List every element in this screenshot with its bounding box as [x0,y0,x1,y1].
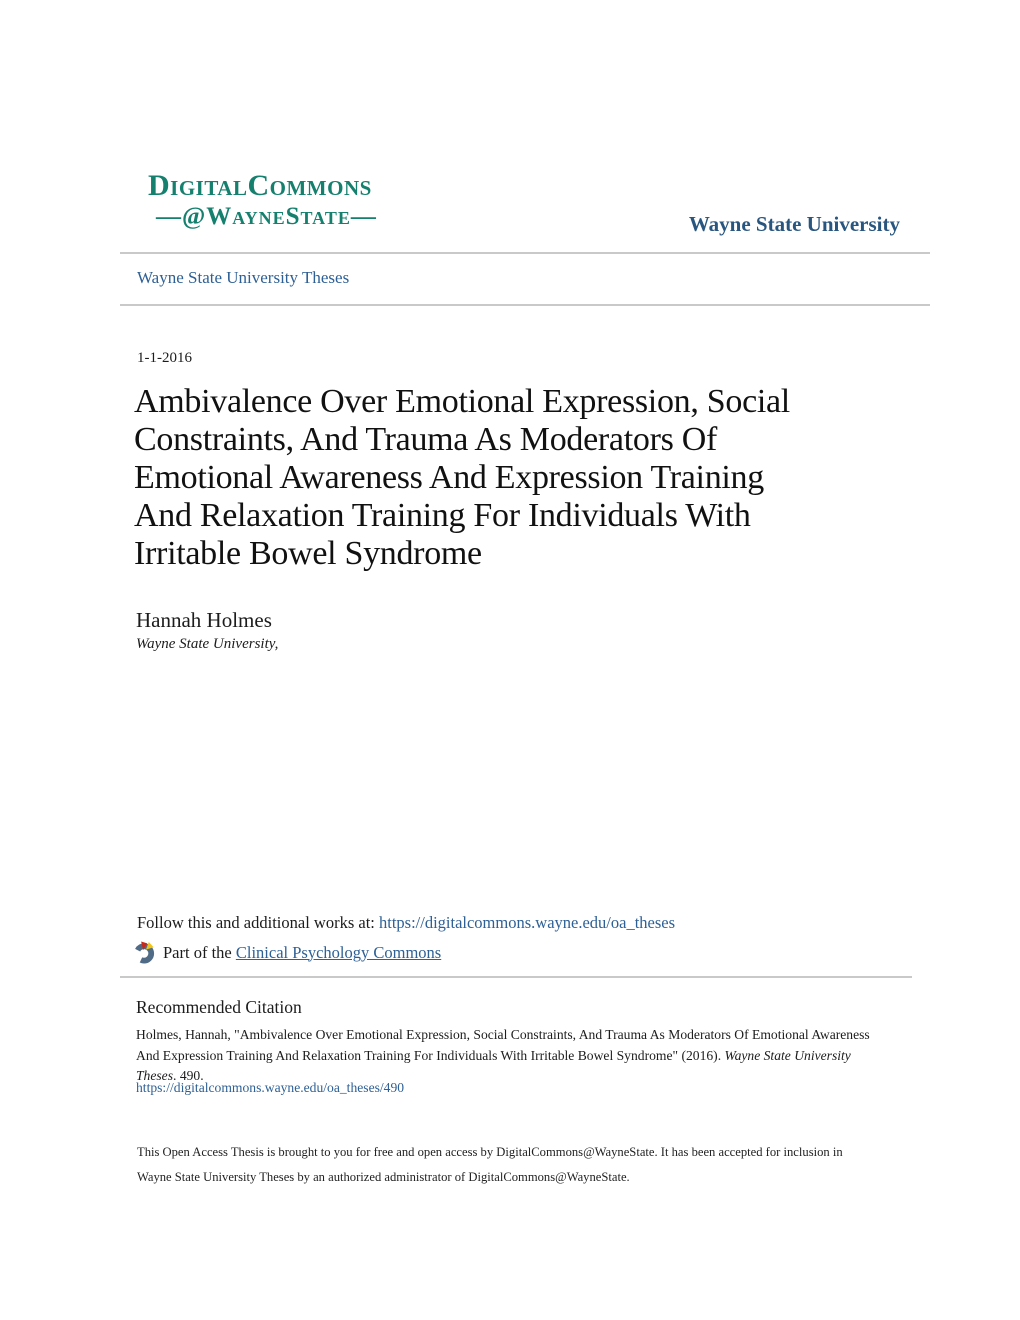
digitalcommons-logo[interactable] [148,170,377,230]
title-line: Irritable Bowel Syndrome [134,535,482,572]
publication-date: 1-1-2016 [137,350,192,366]
author-name: Hannah Holmes [136,608,272,632]
citation-text [136,1025,893,1087]
citation-divider [120,976,912,978]
header-divider-bottom [120,304,930,306]
thesis-title [134,383,894,573]
part-of-label: Part of the [163,942,232,962]
citation-text-number: . 490. [173,1068,204,1083]
follow-works-url-link[interactable]: https://digitalcommons.wayne.edu/oa_theses [378,913,676,932]
follow-works-label: Follow this and additional works at: [137,913,379,932]
logo-text-line1: DigitalCommons [148,169,372,202]
network-commons-icon [133,941,156,964]
header-divider-top [120,252,930,254]
title-line: Emotional Awareness And Expression Training [134,459,764,496]
author-affiliation: Wayne State University, [136,636,279,652]
title-line: And Relaxation Training For Individuals With [134,497,751,534]
university-name: Wayne State University [688,212,900,236]
citation-url-link[interactable]: https://digitalcommons.wayne.edu/oa_theses/490 [136,1080,405,1095]
title-line: Constraints, And Trauma As Moderators Of [134,421,718,458]
open-access-note: This Open Access Thesis is brought to you for free and open access by DigitalCommons@WayneState. It has been accepted for inclusion in Wayne State University Theses by an authorized administrator of DigitalCommons@WayneState. [137,1145,843,1184]
follow-works-line [137,913,675,933]
clinical-psychology-commons-link[interactable]: Clinical Psychology Commons [235,942,442,962]
title-line: Ambivalence Over Emotional Expression, Social [134,383,790,420]
citation-text-main: Holmes, Hannah, "Ambivalence Over Emotional Expression, Social Constraints, And Trauma As Moderators Of Emotional Awareness And Expression Training And Relaxation Training For Individuals With Irritable Bowel Syndrome" (2016). [136,1027,870,1063]
logo-text-line2: —@WayneState— [156,202,377,230]
series-theses-link[interactable]: Wayne State University Theses [137,268,350,287]
recommended-citation-heading: Recommended Citation [136,997,302,1017]
part-of-line [133,941,441,964]
citation-text-journal: Wayne State University Theses [136,1047,851,1083]
